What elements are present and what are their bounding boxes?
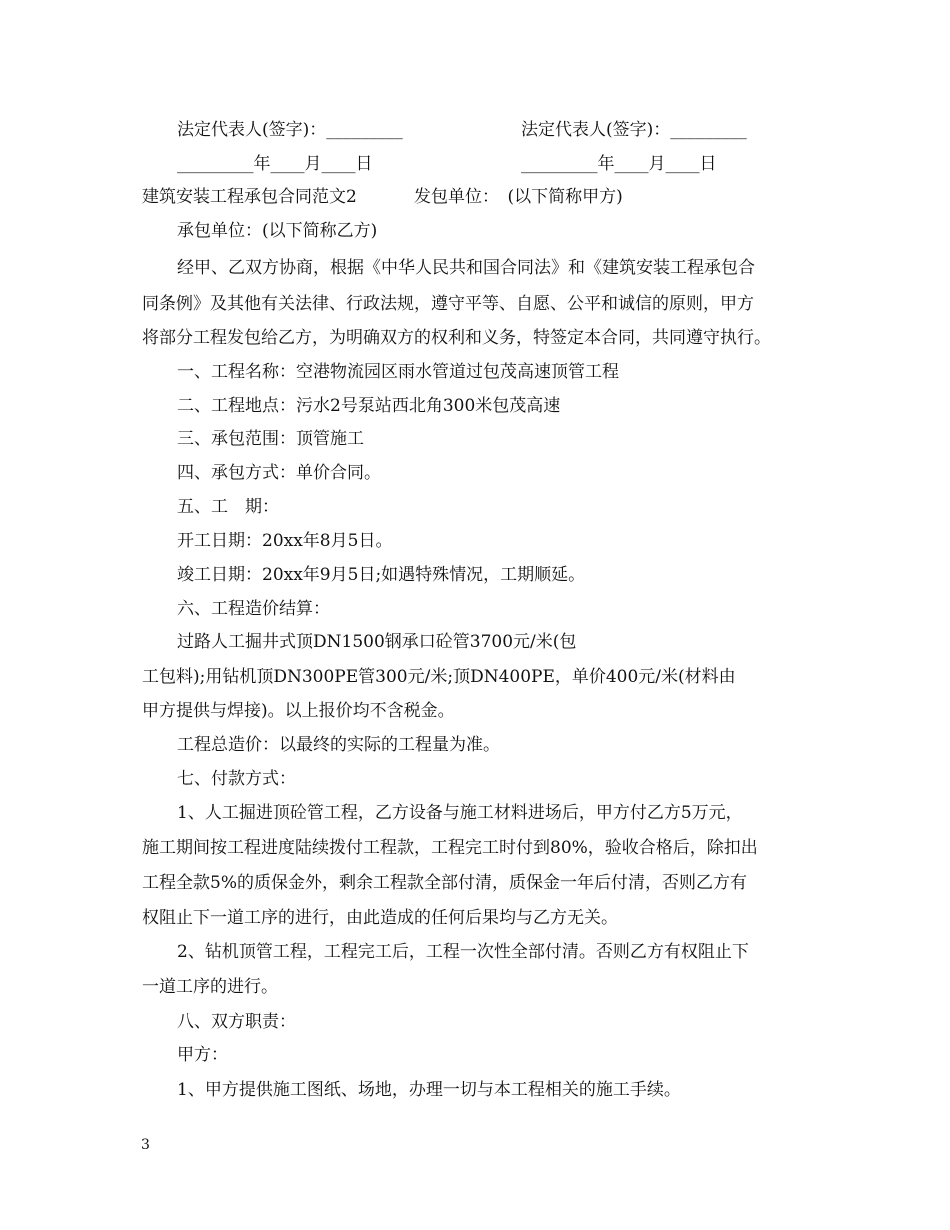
clause-project-location: 二、工程地点：污水2号泵站西北角300米包茂高速 (177, 396, 561, 416)
right-signature-line: 法定代表人(签字)：_________ (521, 120, 747, 140)
left-signature-line: 法定代表人(签字)：_________ (177, 120, 403, 140)
page-number: 3 (141, 1137, 150, 1153)
pricing-line-1: 过路人工掘井式顶DN1500钢承口砼管3700元/米(包 (177, 632, 577, 652)
clause-payment: 七、付款方式： (177, 769, 296, 789)
party-a-label: 甲方： (177, 1045, 228, 1065)
clause-contract-type: 四、承包方式：单价合同。 (177, 463, 381, 483)
payment2-line-1: 2、钻机顶管工程，工程完工后，工程一次性全部付清。否则乙方有权阻止下 (177, 942, 749, 962)
payment1-line-3: 工程全款5%的质保金外，剩余工程款全部付清，质保金一年后付清，否则乙方有 (142, 873, 747, 893)
party-b-definition: 承包单位：(以下简称乙方) (177, 221, 378, 241)
party-a-definition: 发包单位： (以下简称甲方) (414, 187, 623, 207)
payment1-line-4: 权阻止下一道工序的进行，由此造成的任何后果均与乙方无关。 (142, 908, 618, 928)
clause-scope: 三、承包范围：顶管施工 (177, 429, 364, 449)
end-date-line: 竣工日期：20xx年9月5日;如遇特殊情况，工期顺延。 (177, 565, 586, 585)
pricing-line-2: 工包料);用钻机顶DN300PE管300元/米;顶DN400PE，单价400元/米(材料由 (142, 667, 736, 687)
left-date-line: _________年____月____日 (177, 154, 373, 174)
pricing-line-3: 甲方提供与焊接)。以上报价均不含税金。 (142, 701, 455, 721)
clause-responsibilities: 八、双方职责： (177, 1012, 296, 1032)
party-a-duty-1: 1、甲方提供施工图纸、场地，办理一切与本工程相关的施工手续。 (177, 1080, 681, 1100)
intro-line-2: 同条例》及其他有关法律、行政法规，遵守平等、自愿、公平和诚信的原则，甲方 (142, 294, 754, 314)
intro-line-1: 经甲、乙双方协商，根据《中华人民共和国合同法》和《建筑安装工程承包合 (177, 258, 755, 278)
total-cost-line: 工程总造价：以最终的实际的工程量为准。 (177, 735, 500, 755)
start-date-line: 开工日期：20xx年8月5日。 (177, 531, 393, 551)
payment1-line-2: 施工期间按工程进度陆续拨付工程款，工程完工时付到80%，验收合格后，除扣出 (142, 838, 758, 858)
intro-line-3: 将部分工程发包给乙方，为明确双方的权利和义务，特签定本合同，共同遵守执行。 (142, 328, 771, 348)
contract-heading: 建筑安装工程承包合同范文2 (142, 187, 357, 207)
payment1-line-1: 1、人工掘进顶砼管工程，乙方设备与施工材料进场后，甲方付乙方5万元， (177, 803, 743, 823)
clause-settlement: 六、工程造价结算： (177, 599, 330, 619)
clause-project-name: 一、工程名称：空港物流园区雨水管道过包茂高速顶管工程 (177, 362, 619, 382)
clause-duration: 五、工 期： (177, 497, 279, 517)
right-date-line: _________年____月____日 (521, 154, 717, 174)
payment2-line-2: 一道工序的进行。 (142, 977, 278, 997)
